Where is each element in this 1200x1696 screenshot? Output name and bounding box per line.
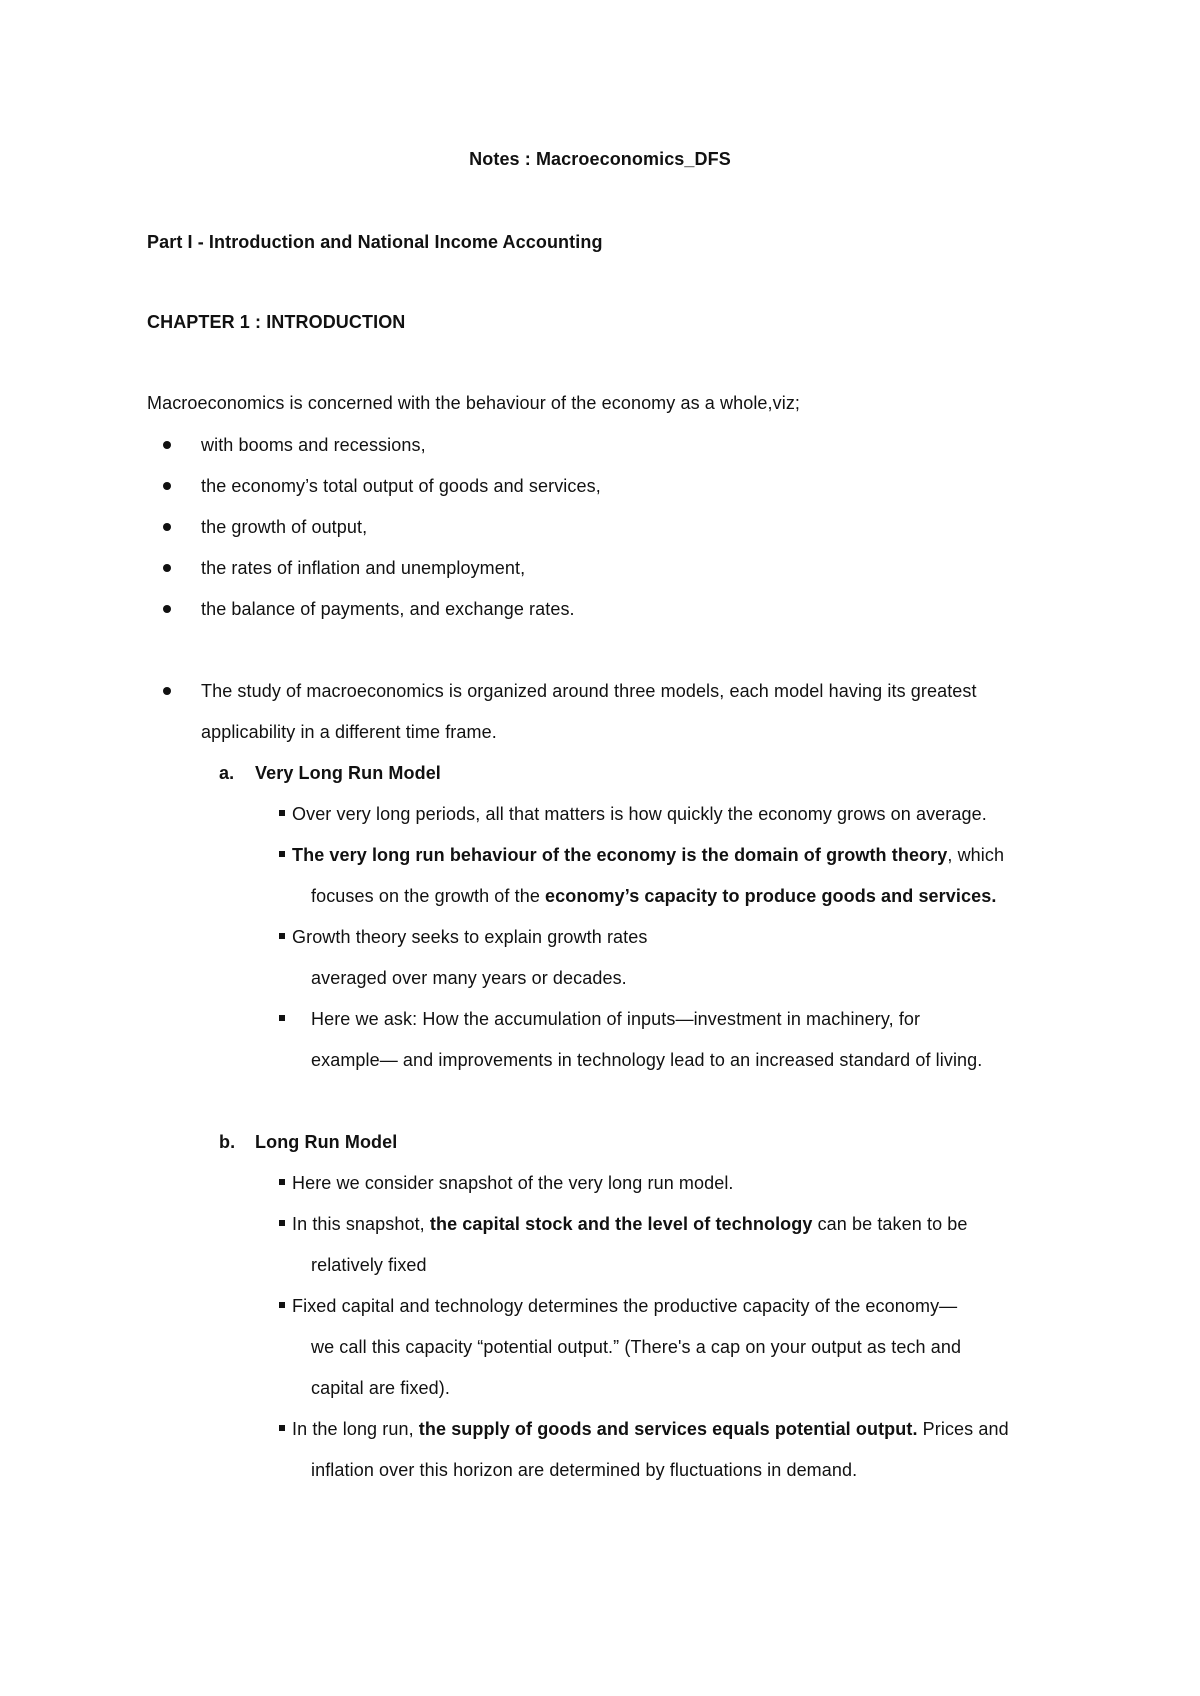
square-bullet-icon (279, 1425, 285, 1431)
document-title: Notes : Macroeconomics_DFS (469, 149, 731, 169)
section-a-item-2 (292, 844, 1004, 866)
square-bullet-icon (279, 1179, 285, 1185)
section-b-item-4 (292, 1418, 1009, 1440)
section-a-item-2-cont-bold: economy’s capacity to produce goods and services. (545, 886, 997, 906)
section-a-item-2-rest: , which (947, 845, 1005, 865)
section-b-label: b. (219, 1132, 236, 1152)
section-a-item-3-cont: averaged over many years or decades. (311, 968, 627, 988)
section-b-item-4-bold: the supply of goods and services equals potential output. (418, 1419, 918, 1439)
intro-paragraph: Macroeconomics is concerned with the behaviour of the economy as a whole,viz; (147, 393, 801, 413)
section-b-heading: Long Run Model (255, 1132, 398, 1152)
section-b-item-2-cont: relatively fixed (311, 1255, 427, 1275)
bullet-disc-icon (163, 523, 171, 531)
section-b-item-4-cont: inflation over this horizon are determined by fluctuations in demand. (311, 1460, 858, 1480)
bullet-disc-icon (163, 687, 171, 695)
section-a-label: a. (219, 763, 235, 783)
section-b-item-3-cont: we call this capacity “potential output.” (There's a cap on your output as tech and (311, 1337, 962, 1357)
section-a-heading: Very Long Run Model (255, 763, 441, 783)
section-a-item-2-cont-a: focuses on the growth of the (311, 886, 546, 906)
bullet-disc-icon (163, 482, 171, 490)
square-bullet-icon (279, 1015, 285, 1021)
chapter-heading: CHAPTER 1 : INTRODUCTION (147, 312, 406, 332)
square-bullet-icon (279, 933, 285, 939)
study-line-2: applicability in a different time frame. (201, 722, 497, 742)
square-bullet-icon (279, 1302, 285, 1308)
section-b-item-2-bold: the capital stock and the level of technology (429, 1214, 813, 1234)
section-a-item-1: Over very long periods, all that matters is how quickly the economy grows on average. (292, 804, 987, 824)
section-b-item-2-c: can be taken to be (812, 1214, 968, 1234)
section-b-item-3-cont-2: capital are fixed). (311, 1378, 450, 1398)
bullet-disc-icon (163, 605, 171, 613)
section-a-item-2-bold: The very long run behaviour of the economy is the domain of growth theory (292, 845, 948, 865)
square-bullet-icon (279, 851, 285, 857)
section-b-item-4-a: In the long run, (292, 1419, 419, 1439)
list-item: with booms and recessions, (201, 435, 426, 455)
list-item: the rates of inflation and unemployment, (201, 558, 526, 578)
square-bullet-icon (279, 1220, 285, 1226)
section-b-item-2 (292, 1213, 968, 1235)
part-heading: Part I - Introduction and National Income Accounting (147, 232, 603, 252)
study-line-1: The study of macroeconomics is organized around three models, each model having its greatest (201, 681, 977, 701)
bullet-disc-icon (163, 441, 171, 449)
square-bullet-icon (279, 810, 285, 816)
section-a-item-4-cont: example— and improvements in technology lead to an increased standard of living. (311, 1050, 983, 1070)
section-a-item-3: Growth theory seeks to explain growth rates (292, 927, 648, 947)
section-a-item-2-cont (311, 885, 996, 907)
section-b-item-1: Here we consider snapshot of the very long run model. (292, 1173, 734, 1193)
section-b-item-3: Fixed capital and technology determines the productive capacity of the economy— (292, 1296, 958, 1316)
section-b-item-4-c: Prices and (917, 1419, 1009, 1439)
list-item: the growth of output, (201, 517, 368, 537)
list-item: the balance of payments, and exchange rates. (201, 599, 575, 619)
section-a-item-4: Here we ask: How the accumulation of inputs—investment in machinery, for (311, 1009, 921, 1029)
section-b-item-2-a: In this snapshot, (292, 1214, 430, 1234)
bullet-disc-icon (163, 564, 171, 572)
list-item: the economy’s total output of goods and services, (201, 476, 601, 496)
